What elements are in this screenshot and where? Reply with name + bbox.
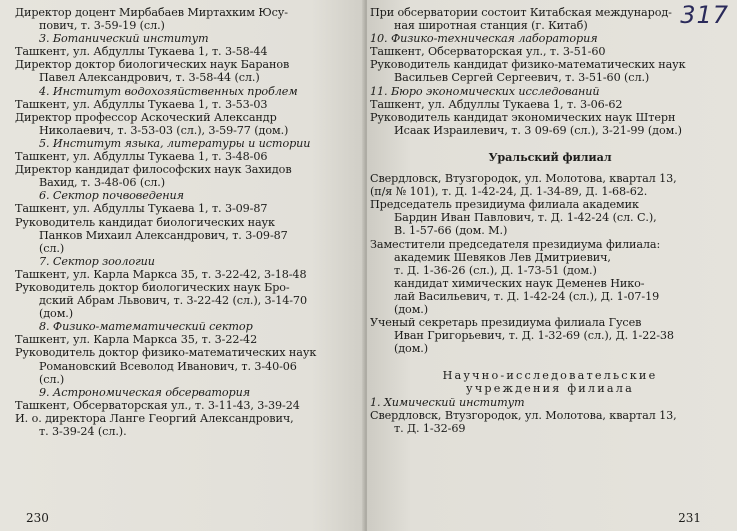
text-line: Руководитель доктор биологических наук Бро- (15, 280, 290, 294)
text-line: Руководитель кандидат экономических наук Штерн (370, 110, 676, 124)
text-line: 8. Физико-математический сектор (39, 320, 253, 334)
text-line: Ташкент, ул. Карла Маркса 35, т. 3-22-42 (15, 333, 258, 347)
spacer (370, 137, 730, 151)
handwritten-number: 317 (680, 1, 729, 29)
text-line: (дом.) (394, 302, 429, 316)
text-line: Директор кандидат философских наук Захидов (15, 163, 292, 177)
text-line: Исаак Израилевич, т. 3 09-69 (сл.), 3-21-99 (дом.) (394, 123, 682, 137)
text-line: Директор профессор Аскоческий Александр (15, 110, 277, 124)
text-line: Николаевич, т. 3-53-03 (сл.), 3-59-77 (дом.) (39, 123, 289, 137)
text-line: лай Васильевич, т. Д. 1-42-24 (сл.), Д. 1-07-19 (394, 289, 660, 303)
text-line: Ташкент, Обсерваторская ул., т. 3-11-43, 3-39-24 (15, 398, 300, 412)
text-line: т. Д. 1-32-69 (394, 421, 466, 435)
text-line: (сл.) (39, 241, 65, 255)
text-line: 5. Институт языка, литературы и истории (39, 136, 311, 150)
left-page-number: 230 (26, 511, 49, 525)
text-line: 10. Физико-техническая лаборатория (370, 32, 598, 46)
text-line: Панков Михаил Александрович, т. 3-09-87 (39, 228, 288, 242)
text-line: Иван Григорьевич, т. Д. 1-32-69 (сл.), Д. 1-22-38 (394, 329, 674, 343)
text-line: Ташкент, ул. Абдуллы Тукаева 1, т. 3-06-62 (370, 97, 623, 111)
text-line: (дом.) (394, 342, 429, 356)
text-line: академик Шевяков Лев Дмитриевич, (394, 250, 611, 264)
text-line: 11. Бюро экономических исследований (370, 84, 600, 98)
text-line: Романовский Всеволод Иванович, т. 3-40-06 (39, 359, 297, 373)
right-page (367, 0, 737, 531)
text-line: Павел Александрович, т. 3-58-44 (сл.) (39, 71, 260, 85)
text-line: Ученый секретарь президиума филиала Гусев (370, 316, 642, 330)
text-line: Васильев Сергей Сергеевич, т. 3-51-60 (сл.) (394, 71, 650, 85)
text-line: 9. Астрономическая обсерватория (39, 385, 251, 399)
text-line: т. 3-39-24 (сл.). (39, 425, 127, 438)
text-line: (дом.) (39, 307, 74, 321)
text-line: Руководитель доктор физико-математических наук (15, 346, 317, 360)
text-line: (сл.) (39, 372, 65, 386)
text-line: Уральский филиал (488, 149, 612, 164)
spacer (370, 355, 730, 369)
text-line: ная широтная станция (г. Китаб) (394, 19, 588, 33)
text-line: (п/я № 101), т. Д. 1-42-24, Д. 1-34-89, Д. 1-68-62. (370, 185, 648, 199)
left-page-text (15, 6, 355, 438)
text-line: 1. Химический институт (370, 395, 525, 409)
text-line: Руководитель кандидат биологических наук (15, 215, 275, 229)
text-line: 4. Институт водохозяйственных проблем (39, 84, 298, 98)
text-line: Председатель президиума филиала академик (370, 198, 639, 212)
text-line: Бардин Иван Павлович, т. Д. 1-42-24 (сл. С.), (394, 211, 657, 225)
text-line: И. о. директора Ланге Георгий Александрович, (15, 411, 294, 425)
text-line: Ташкент, ул. Абдуллы Тукаева 1, т. 3-09-87 (15, 202, 268, 216)
text-line: 6. Сектор почвоведения (39, 189, 184, 203)
text-line: При обсерватории состоит Китабская международ- (370, 6, 672, 19)
right-page-text (370, 6, 730, 435)
text-line: Ташкент, ул. Абдуллы Тукаева 1, т. 3-58-44 (15, 45, 268, 59)
text-line: дский Абрам Львович, т. 3-22-42 (сл.), 3-14-70 (39, 294, 307, 308)
text-line: 7. Сектор зоологии (39, 254, 155, 268)
text-line: Заместители председателя президиума филиала: (370, 237, 661, 251)
text-line: Научно-исследовательские (442, 369, 658, 383)
text-line: Ташкент, Обсерваторская ул., т. 3-51-60 (370, 45, 606, 59)
text-line: кандидат химических наук Деменев Нико- (394, 276, 645, 290)
right-page-number: 231 (678, 511, 701, 525)
text-line: Свердловск, Втузгородок, ул. Молотова, квартал 13, (370, 408, 677, 422)
text-line: Свердловск, Втузгородок, ул. Молотова, квартал 13, (370, 172, 677, 186)
text-line: Ташкент, ул. Абдуллы Тукаева 1, т. 3-53-03 (15, 97, 268, 111)
spacer (370, 164, 730, 172)
text-line: Директор доцент Мирбабаев Миртахким Юсу- (15, 6, 288, 19)
text-line: учреждения филиала (466, 382, 634, 396)
text-line: пович, т. 3-59-19 (сл.) (39, 19, 165, 33)
text-line: Директор доктор биологических наук Баранов (15, 58, 290, 72)
text-line: Вахид, т. 3-48-06 (сл.) (39, 176, 166, 190)
text-line: Ташкент, ул. Абдуллы Тукаева 1, т. 3-48-06 (15, 150, 268, 164)
text-line: т. Д. 1-36-26 (сл.), Д. 1-73-51 (дом.) (394, 263, 597, 277)
text-line: 3. Ботанический институт (39, 32, 209, 46)
left-page (0, 0, 366, 531)
text-line: Руководитель кандидат физико-математических наук (370, 58, 686, 72)
text-line: В. 1-57-66 (дом. М.) (394, 224, 508, 238)
text-line: Ташкент, ул. Карла Маркса 35, т. 3-22-42, 3-18-48 (15, 267, 307, 281)
